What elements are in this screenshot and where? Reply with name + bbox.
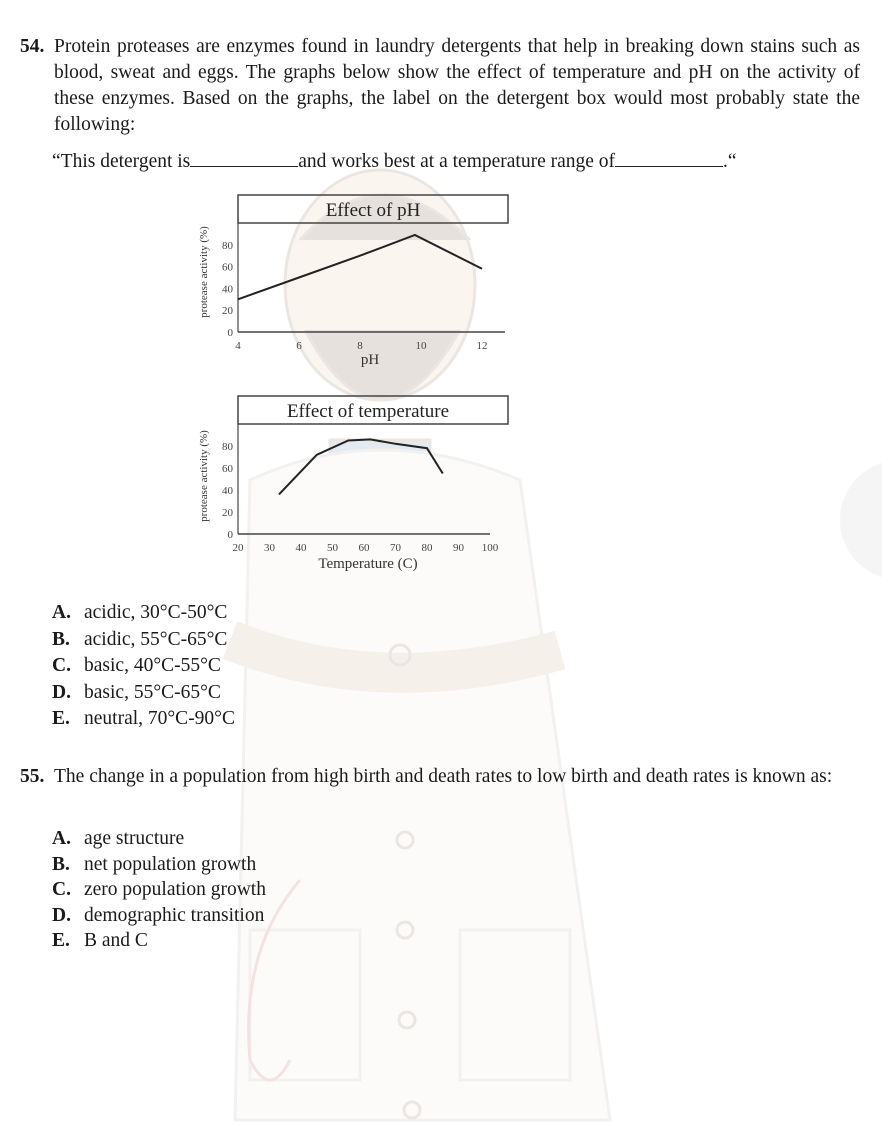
option-letter: C.	[52, 655, 71, 676]
option-text: acidic, 55°C-65°C	[84, 628, 228, 650]
label-statement	[52, 148, 832, 173]
option-letter: C.	[52, 879, 71, 900]
chart-title: Effect of pH	[325, 200, 421, 221]
x-tick-label: 30	[264, 542, 275, 554]
option-letter: B.	[52, 853, 70, 875]
option-e[interactable]	[52, 928, 266, 954]
option-text: acidic, 30°C-50°C	[84, 602, 228, 623]
temperature-graph	[190, 388, 520, 588]
temperature-chart	[190, 388, 520, 583]
x-tick-label: 100	[481, 542, 499, 554]
x-ticks	[233, 542, 499, 554]
option-letter: B.	[52, 628, 70, 650]
option-text: demographic transition	[84, 904, 265, 926]
question-number: 55.	[20, 766, 45, 787]
option-d[interactable]	[52, 680, 235, 707]
question-number: 54.	[20, 36, 45, 57]
y-tick-label: 80	[222, 239, 233, 252]
series-line	[238, 235, 482, 299]
option-a[interactable]	[52, 826, 266, 852]
y-axis-label: protease activity (%)	[198, 430, 210, 522]
x-tick-label: 50	[327, 542, 338, 554]
option-letter: E.	[52, 930, 70, 951]
x-ticks	[235, 340, 487, 352]
chart-title: Effect of temperature	[286, 401, 450, 422]
option-letter: E.	[52, 708, 70, 729]
y-tick-label: 40	[222, 283, 233, 296]
option-b[interactable]	[52, 627, 235, 654]
question-54	[20, 34, 860, 135]
option-c[interactable]	[52, 877, 266, 903]
option-b[interactable]	[52, 852, 266, 878]
option-letter: A.	[52, 602, 71, 623]
option-e[interactable]	[52, 706, 235, 733]
y-tick-label: 20	[222, 305, 233, 318]
x-axis-label: pH	[360, 352, 380, 368]
x-tick-label: 80	[421, 542, 433, 554]
blank-1	[190, 148, 298, 167]
y-tick-label: 40	[222, 485, 233, 497]
y-axis-label: protease activity (%)	[198, 226, 210, 318]
option-text: neutral, 70°C-90°C	[84, 708, 235, 729]
option-c[interactable]	[52, 653, 235, 680]
series-line	[279, 439, 443, 494]
blank-2	[615, 148, 723, 167]
statement-part1: “This detergent is	[52, 151, 191, 172]
statement-part2: and works best at a temperature range of	[298, 151, 616, 172]
x-axis-label: Temperature (C)	[318, 556, 418, 572]
x-tick-label: 4	[235, 340, 241, 352]
x-tick-label: 90	[453, 542, 464, 554]
y-tick-label: 0	[227, 529, 233, 541]
option-letter: A.	[52, 828, 71, 849]
question-55	[20, 764, 860, 790]
q55-options	[52, 826, 266, 954]
q54-options	[52, 600, 235, 733]
x-tick-label: 10	[415, 340, 427, 352]
ph-chart	[190, 190, 520, 375]
x-tick-label: 40	[295, 542, 307, 554]
y-ticks	[222, 240, 234, 339]
option-text: basic, 55°C-65°C	[84, 681, 221, 703]
x-tick-label: 8	[357, 340, 363, 352]
option-text: zero population growth	[84, 879, 266, 900]
y-ticks	[222, 441, 234, 541]
option-text: net population growth	[84, 853, 257, 875]
option-text: age structure	[84, 828, 185, 849]
question-text: The change in a population from high birth and death rates to low birth and death rates is known as:	[54, 766, 833, 787]
y-tick-label: 60	[222, 463, 233, 475]
option-a[interactable]	[52, 600, 235, 627]
option-text: basic, 40°C-55°C	[84, 655, 221, 676]
y-tick-label: 60	[222, 261, 233, 274]
statement-end: .“	[723, 151, 737, 172]
ph-graph	[190, 190, 520, 380]
x-tick-label: 12	[476, 340, 488, 352]
option-d[interactable]	[52, 903, 266, 929]
x-tick-label: 70	[390, 542, 401, 554]
option-letter: D.	[52, 681, 71, 703]
question-text: Protein proteases are enzymes found in laundry detergents that help in breaking down stains such as blood, sweat and eggs. The graphs below show the effect of temperature and pH on the activity of these enzymes. Based on the graphs, the label on the detergent box would most probably state the following:	[54, 36, 860, 135]
option-text: B and C	[84, 930, 148, 951]
option-letter: D.	[52, 904, 71, 926]
y-tick-label: 80	[222, 441, 233, 453]
y-tick-label: 20	[222, 507, 233, 519]
x-tick-label: 20	[232, 542, 244, 554]
x-tick-label: 60	[358, 542, 370, 554]
x-tick-label: 6	[296, 340, 302, 352]
y-tick-label: 0	[227, 327, 233, 339]
